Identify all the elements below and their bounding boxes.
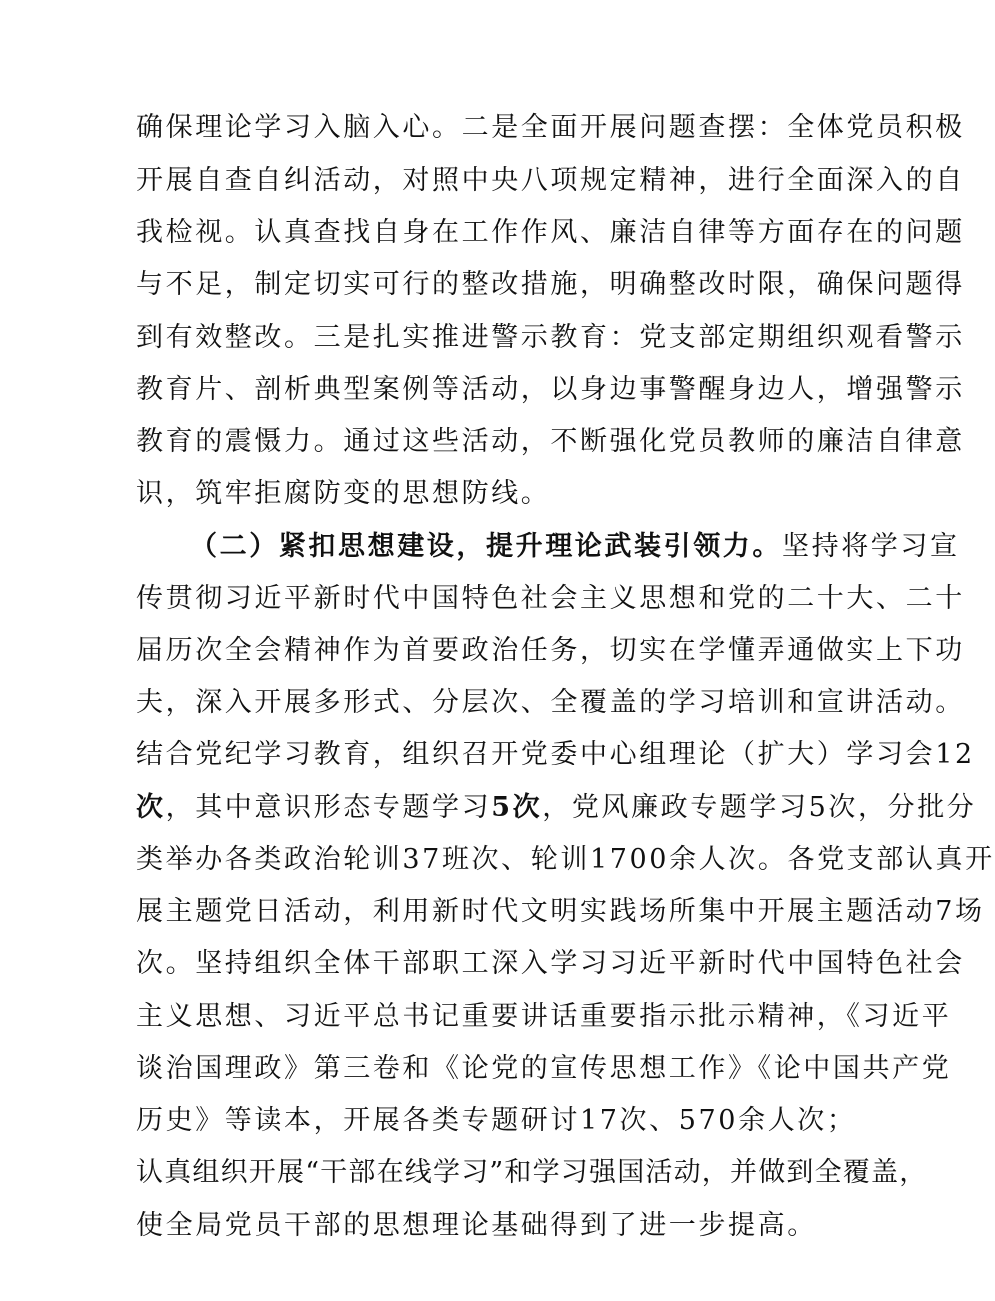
text-line: 教育的震慑力。通过这些活动，不断强化党员教师的廉洁自律意 (136, 426, 965, 457)
text-line: 认真组织开展“干部在线学习”和学习强国活动，并做到全覆盖， (136, 1157, 928, 1188)
text-line: 主义思想、习近平总书记重要讲话重要指示批示精神，《习近平 (136, 1001, 952, 1032)
text-line: 历史》等读本，开展各类专题研讨17次、570余人次； (136, 1105, 857, 1136)
text-line: 结合党纪学习教育，组织召开党委中心组理论（扩大）学习会12 (136, 739, 975, 770)
text-line: 传贯彻习近平新时代中国特色社会主义思想和党的二十大、二十 (136, 583, 965, 614)
bold-count: 5次 (491, 792, 543, 823)
text-line: 教育片、剖析典型案例等活动，以身边事警醒身边人，增强警示 (136, 374, 965, 405)
text-line: 使全局党员干部的思想理论基础得到了进一步提高。 (136, 1210, 817, 1241)
text-line-mixed (136, 789, 977, 827)
section-two-line1-rest: 坚持将学习宣 (782, 531, 960, 562)
section-two-heading: （二）紧扣思想建设，提升理论武装引领力。 (190, 531, 782, 562)
text-line: 开展自查自纠活动，对照中央八项规定精神，进行全面深入的自 (136, 165, 965, 196)
text-line: 展主题党日活动，利用新时代文明实践场所集中开展主题活动7场 (136, 896, 985, 927)
text-line: 我检视。认真查找自身在工作作风、廉洁自律等方面存在的问题 (136, 217, 965, 248)
text-line: 夫，深入开展多形式、分层次、全覆盖的学习培训和宣讲活动。 (136, 687, 965, 718)
text-line: 与不足，制定切实可行的整改措施，明确整改时限，确保问题得 (136, 269, 965, 300)
text-line: 届历次全会精神作为首要政治任务，切实在学懂弄通做实上下功 (136, 635, 965, 666)
section-two-first-line (190, 528, 960, 566)
text-line: 识，筑牢拒腐防变的思想防线。 (136, 478, 551, 509)
text-line: 谈治国理政》第三卷和《论党的宣传思想工作》《论中国共产党 (136, 1053, 952, 1084)
text-segment: ，其中意识形态专题学习 (165, 792, 492, 823)
bold-count-unit: 次 (136, 792, 166, 823)
text-line: 次。坚持组织全体干部职工深入学习习近平新时代中国特色社会 (136, 948, 965, 979)
text-line: 类举办各类政治轮训37班次、轮训1700余人次。各党支部认真开 (136, 844, 995, 875)
text-line: 到有效整改。三是扎实推进警示教育：党支部定期组织观看警示 (136, 322, 965, 353)
text-segment: ，党风廉政专题学习5次，分批分 (542, 792, 977, 823)
text-line: 确保理论学习入脑入心。二是全面开展问题查摆：全体党员积极 (136, 112, 965, 143)
